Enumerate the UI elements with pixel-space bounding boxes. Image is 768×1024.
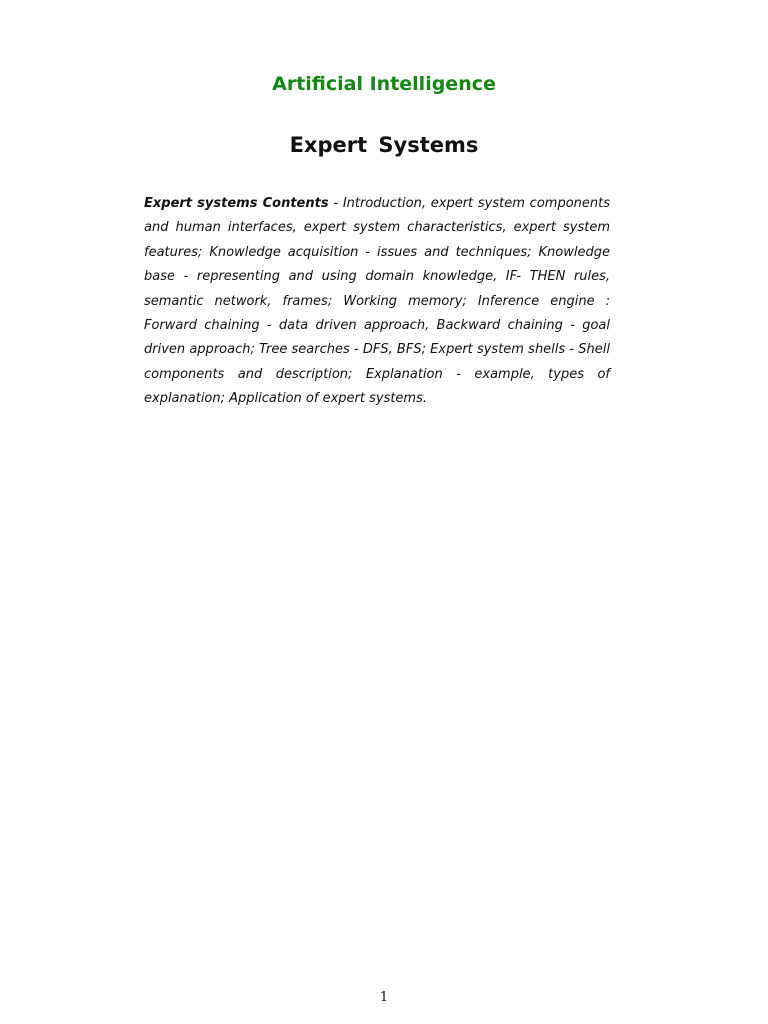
contents-paragraph <box>144 192 610 412</box>
page-number: 1 <box>379 990 389 1005</box>
contents-lead: Expert systems Contents <box>144 196 329 211</box>
page-title: Expert Systems <box>289 133 479 157</box>
contents-text: - Introduction, expert system components and human interfaces, expert system characteristics, expert system features; Knowledge acquisition - issues and techniques; Knowledge base - representing and using domain knowledge, IF- THEN rules, semantic network, frames; Working memory; Inference engine : Forward chaining - data driven approach, Backward chaining - goal driven approach; Tree searches - DFS, BFS; Expert system shells - Shell components and description; Explanation - example, types of explanation; Application of expert systems. <box>144 196 611 407</box>
course-title: Artificial Intelligence <box>272 73 496 95</box>
